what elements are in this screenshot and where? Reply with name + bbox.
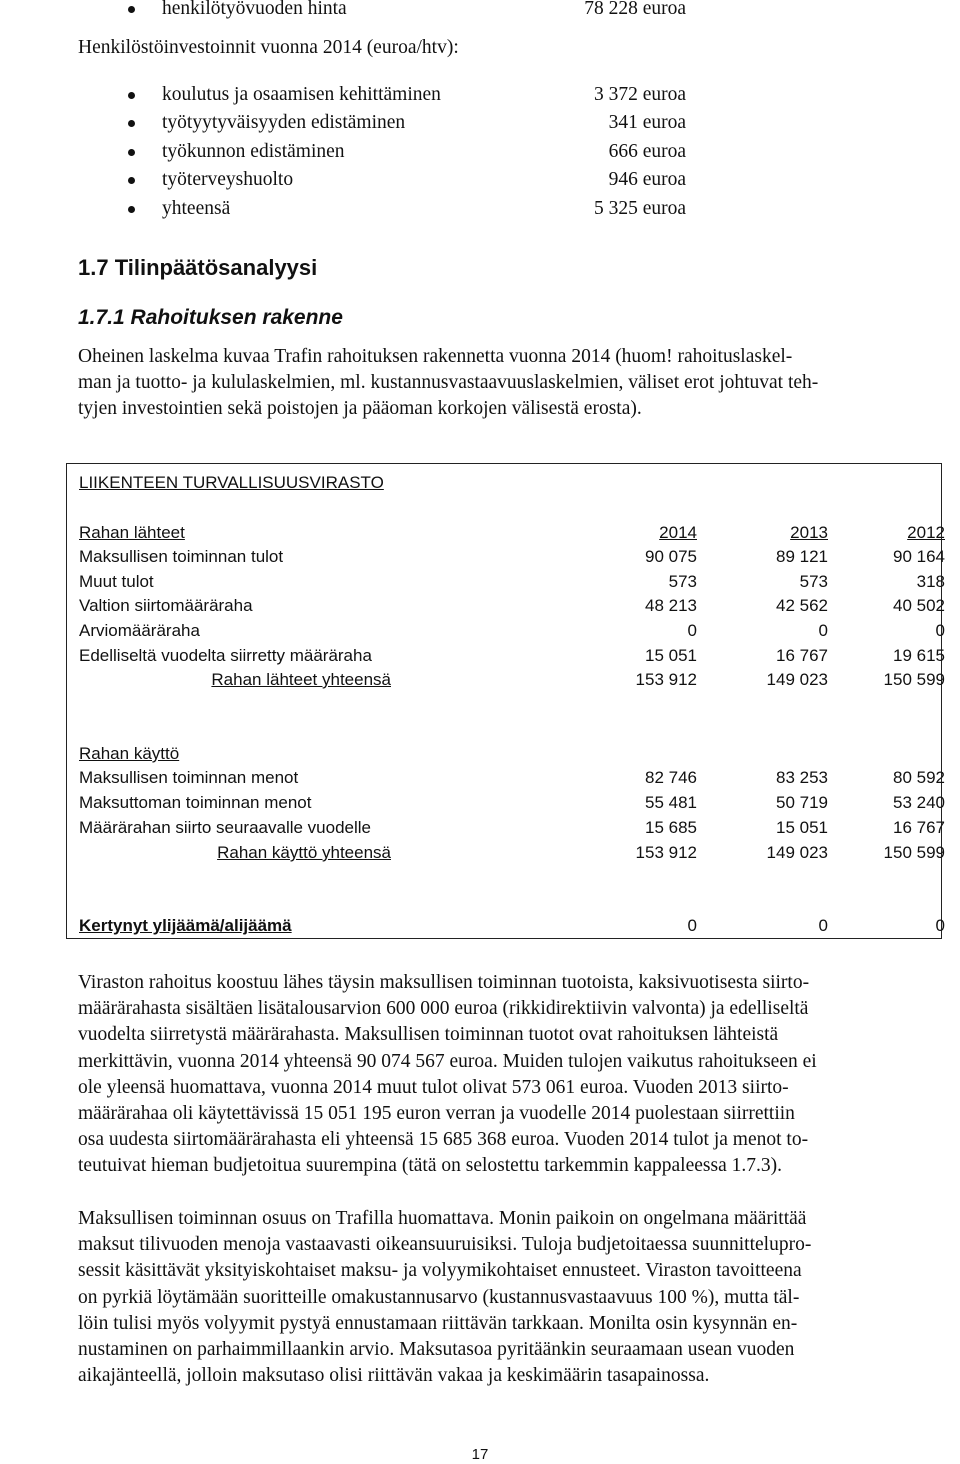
row-label: Rahan lähteet yhteensä [211, 670, 391, 689]
row-label: Maksuttoman toiminnan menot [79, 793, 312, 812]
bullet-icon [128, 206, 135, 213]
text-line: teutuivat hieman budjetoitua suurempina (tätä on selostettu tarkemmin kappaleessa 1.7.3). [78, 1155, 782, 1177]
table-title-row [67, 470, 941, 495]
text-line: määrärahaa oli käytettävissä 15 051 195 euron verran ja vuodelle 2014 puolestaan siirrettiin [78, 1103, 795, 1125]
cell-2013: 16 767 [776, 646, 828, 665]
row-label: Maksullisen toiminnan tulot [79, 547, 284, 566]
cell-2013: 573 [799, 572, 828, 591]
cell-2012: 53 240 [893, 793, 945, 812]
cell-2014: 0 [687, 621, 697, 640]
cell-2014: 0 [687, 916, 697, 935]
text-line: vuodelta siirretystä määrärahasta. Maksullisen toiminnan tuotot ovat rahoituksen lähteistä [78, 1024, 779, 1046]
row-label: Kertynyt ylijäämä/alijäämä [79, 916, 292, 935]
cell-2012: 318 [916, 572, 945, 591]
section-heading: 1.7 Tilinpäätösanalyysi [78, 255, 318, 280]
cell-2014: 55 481 [645, 793, 697, 812]
financing-table [66, 463, 945, 939]
row-label: Maksullisen toiminnan menot [79, 768, 299, 787]
cell-2012: 19 615 [893, 646, 945, 665]
row-label: Määrärahan siirto seuraavalle vuodelle [79, 818, 371, 837]
cell-2013: 0 [818, 916, 828, 935]
year-2012-header: 2012 [907, 523, 945, 542]
text-line: osa uudesta siirtomäärärahasta eli yhteensä 15 685 368 euroa. Vuoden 2014 tulot ja menot to- [78, 1129, 809, 1151]
cell-2014: 15 051 [645, 646, 697, 665]
row-label: Valtion siirtomääräraha [79, 596, 253, 615]
text-line: Maksullisen toiminnan osuus on Trafilla huomattava. Monin paikoin on ongelmana määrittää [78, 1208, 807, 1229]
table-row [67, 815, 945, 840]
bullet-icon [128, 92, 135, 99]
list-item-amount: 5 325 euroa [593, 198, 686, 219]
cell-2012: 150 599 [883, 843, 945, 862]
list-item-label: yhteensä [162, 198, 231, 219]
subsection-heading: 1.7.1 Rahoituksen rakenne [78, 306, 343, 329]
list-item-amount: 341 euroa [608, 112, 686, 133]
cell-2012: 0 [935, 621, 945, 640]
table-row [67, 765, 945, 790]
bullet-icon [128, 6, 135, 13]
cell-2012: 150 599 [883, 670, 945, 689]
cell-2014: 153 912 [635, 843, 697, 862]
text-line: man ja tuotto- ja kululaskelmien, ml. kustannusvastaavuuslaskelmien, väliset erot johtuvat teh- [78, 372, 819, 394]
cell-2012: 16 767 [893, 818, 945, 837]
table-row [67, 643, 945, 668]
list-item [0, 166, 960, 194]
table-row [67, 569, 945, 594]
cell-2013: 0 [818, 621, 828, 640]
bullet-icon [128, 120, 135, 127]
row-label: Edelliseltä vuodelta siirretty määräraha [79, 646, 372, 665]
table-total-row [67, 667, 945, 692]
text-line: Oheinen laskelma kuvaa Trafin rahoituksen rakennetta vuonna 2014 (huom! rahoituslaskel- [78, 346, 793, 367]
text-line: aikajänteellä, jolloin maksutaso olisi riittävän vakaa ja keskimäärin tasapainossa. [78, 1365, 710, 1387]
cell-2014: 153 912 [635, 670, 697, 689]
text-line: määrärahasta sisältäen lisätalousarvion 600 000 euroa (rikkidirektiivin valvonta) ja edelliseltä [78, 998, 809, 1020]
table-surplus-row [67, 913, 945, 938]
body-paragraph-1 [78, 970, 958, 1180]
table-header-row [67, 741, 941, 766]
row-label: Muut tulot [79, 572, 154, 591]
table-row [67, 790, 945, 815]
invest-heading: Henkilöstöinvestoinnit vuonna 2014 (euroa/htv): [78, 37, 459, 58]
table-row [67, 618, 945, 643]
list-item [0, 195, 960, 223]
cell-2013: 42 562 [776, 596, 828, 615]
year-2013-header: 2013 [790, 523, 828, 542]
page-number: 17 [471, 1446, 489, 1463]
org-name: LIIKENTEEN TURVALLISUUSVIRASTO [79, 473, 384, 492]
list-item [0, 0, 960, 23]
text-line: nustaminen on parhaimmillaankin arvio. Maksutasoa pyritäänkin seuraamaan usean vuoden [78, 1339, 795, 1361]
intro-paragraph [78, 344, 958, 423]
row-label: Rahan käyttö yhteensä [217, 843, 391, 862]
text-line: merkittävin, vuonna 2014 yhteensä 90 074 567 euroa. Muiden tulojen vaikutus rahoitukseen ei [78, 1050, 817, 1072]
cell-2012: 40 502 [893, 596, 945, 615]
list-item-label: koulutus ja osaamisen kehittäminen [162, 84, 441, 105]
bullet-icon [128, 149, 135, 156]
table-row [67, 593, 945, 618]
text-line: ole yleensä huomattava, vuonna 2014 muut tulot olivat 573 061 euroa. Vuoden 2013 siirto- [78, 1076, 789, 1098]
list-item-amount: 78 228 euroa [584, 0, 686, 19]
cell-2012: 0 [935, 916, 945, 935]
cell-2013: 89 121 [776, 547, 828, 566]
year-2014-header: 2014 [659, 523, 697, 542]
list-item [0, 81, 960, 109]
list-item-amount: 666 euroa [608, 141, 686, 162]
cell-2013: 50 719 [776, 793, 828, 812]
list-item-label: työterveyshuolto [162, 169, 294, 190]
table-row [67, 544, 945, 569]
cell-2013: 149 023 [766, 670, 828, 689]
list-item-label: työkunnon edistäminen [162, 141, 345, 162]
bullet-icon [128, 177, 135, 184]
cell-2014: 82 746 [645, 768, 697, 787]
list-item-label: työtyytyväisyyden edistäminen [162, 112, 406, 133]
text-line: löin tulisi myös volyymit pystyä ennustamaan riittävän tarkkaan. Monilta osin kysynnän en- [78, 1312, 798, 1334]
sources-header: Rahan lähteet [79, 523, 185, 542]
cell-2013: 149 023 [766, 843, 828, 862]
cell-2014: 90 075 [645, 547, 697, 566]
cell-2013: 83 253 [776, 768, 828, 787]
cell-2014: 48 213 [645, 596, 697, 615]
body-paragraph-2 [78, 1206, 958, 1389]
table-total-row [67, 840, 945, 865]
cell-2012: 90 164 [893, 547, 945, 566]
table-header-row [67, 520, 945, 545]
row-label: Arviomääräraha [79, 621, 200, 640]
cell-2012: 80 592 [893, 768, 945, 787]
text-line: sessit käsittävät yksityiskohtaiset maksu- ja volyymikohtaiset ennusteet. Viraston tavoitteena [78, 1260, 802, 1282]
list-item-amount: 946 euroa [608, 169, 686, 190]
list-item-label: henkilötyövuoden hinta [162, 0, 347, 19]
cell-2014: 15 685 [645, 818, 697, 837]
list-item-amount: 3 372 euroa [593, 84, 686, 105]
text-line: maksut tilivuoden menoja vastaavasti oikeansuuruisiksi. Tuloja budjetoitaessa suunnittelupro- [78, 1234, 812, 1256]
uses-header: Rahan käyttö [79, 744, 180, 763]
text-line: on pyrkiä löytämään suoritteille omakustannusarvo (kustannusvastaavuus 100 %), mutta täl- [78, 1286, 800, 1308]
text-line: tyjen investointien sekä poistojen ja pääoman korkojen välisestä erosta). [78, 398, 642, 420]
list-item [0, 109, 960, 137]
cell-2014: 573 [668, 572, 697, 591]
text-line: Viraston rahoitus koostuu lähes täysin maksullisen toiminnan tuotoista, kaksivuotisesta siirto- [78, 972, 810, 993]
cell-2013: 15 051 [776, 818, 828, 837]
list-item [0, 138, 960, 166]
